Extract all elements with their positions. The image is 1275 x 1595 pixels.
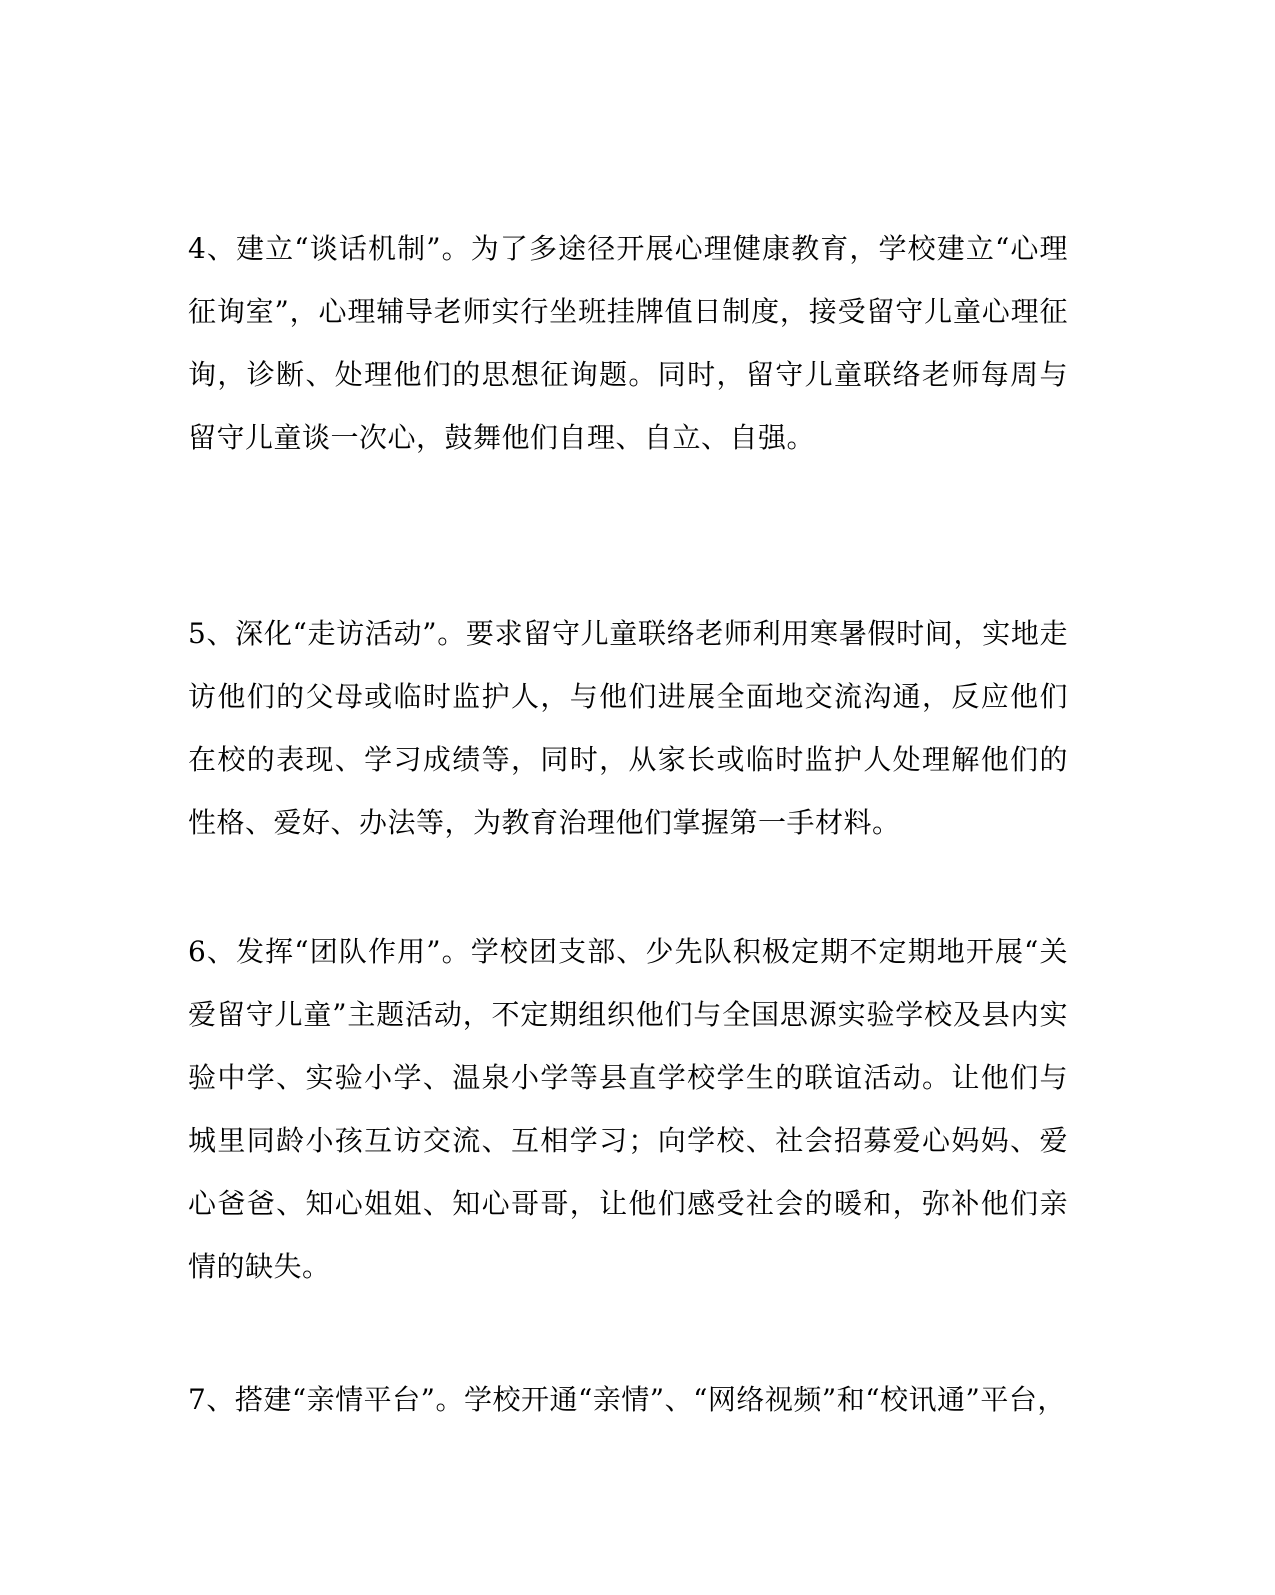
paragraph-7-family-platform: 7、搭建“亲情平台”。学校开通“亲情”、“网络视频”和“校讯通”平台，: [188, 1383, 1066, 1416]
paragraph-6-team-role: 6、发挥“团队作用”。学校团支部、少先队积极定期不定期地开展“关爱留守儿童”主题活动，不定期组织他们与全国思源实验学校及县内实验中学、实验小学、温泉小学等县直学校学生的联谊活动。让他们与城里同龄小孩互访交流、互相学习；向学校、社会招募爱心妈妈、爱心爸爸、知心姐姐、知心哥哥，让他们感受社会的暖和，弥补他们亲情的缺失。: [188, 935, 1068, 1283]
paragraph-4-talk-mechanism: 4、建立“谈话机制”。为了多途径开展心理健康教育，学校建立“心理征询室”，心理辅导老师实行坐班挂牌值日制度，接受留守儿童心理征询，诊断、处理他们的思想征询题。同时，留守儿童联络老师每周与留守儿童谈一次心，鼓舞他们自理、自立、自强。: [188, 232, 1068, 454]
paragraph-5-home-visits: 5、深化“走访活动”。要求留守儿童联络老师利用寒暑假时间，实地走访他们的父母或临时监护人，与他们进展全面地交流沟通，反应他们在校的表现、学习成绩等，同时，从家长或临时监护人处理解他们的性格、爱好、办法等，为教育治理他们掌握第一手材料。: [188, 617, 1068, 839]
